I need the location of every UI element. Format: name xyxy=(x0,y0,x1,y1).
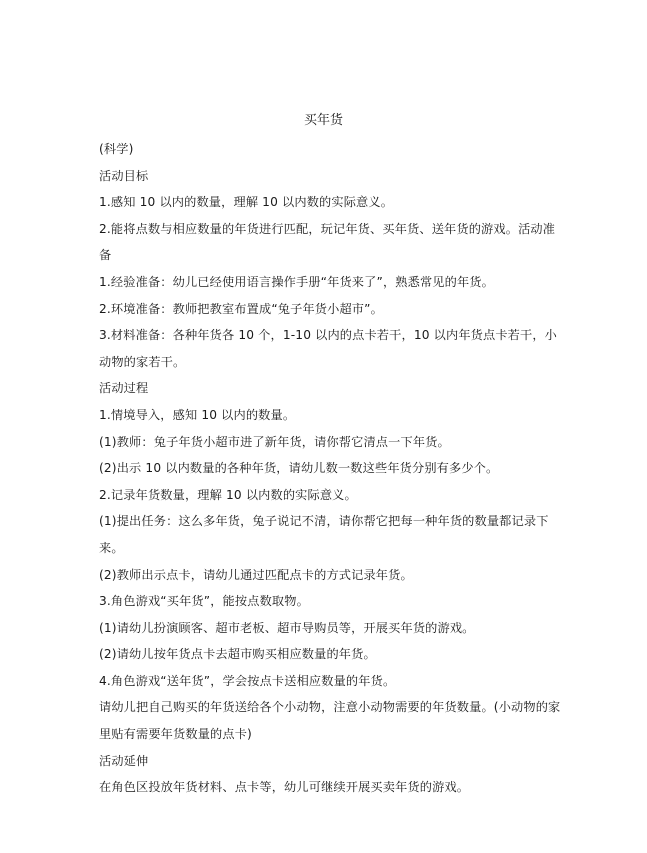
paragraph-step-1: 1.情境导入，感知 10 以内的数量。 xyxy=(99,407,296,422)
paragraph-goal-2: 2.能将点数与相应数量的年货进行匹配，玩记年货、买年货、送年货的游戏。活动准备 xyxy=(99,221,556,263)
paragraph-step-2: 2.记录年货数量，理解 10 以内数的实际意义。 xyxy=(99,487,357,502)
heading-activity-extension: 活动延伸 xyxy=(99,753,149,768)
document-body xyxy=(99,136,561,801)
paragraph-goal-1: 1.感知 10 以内的数量，理解 10 以内数的实际意义。 xyxy=(99,195,394,210)
document-title: 买年货 xyxy=(303,113,343,128)
paragraph-step-1-1: (1)教师：兔子年货小超市进了新年货，请你帮它清点一下年货。 xyxy=(99,434,450,449)
paragraph-step-2-2: (2)教师出示点卡，请幼儿通过匹配点卡的方式记录年货。 xyxy=(99,567,413,582)
paragraph-prep-materials: 3.材料准备：各种年货各 10 个，1-10 以内的点卡若干，10 以内年货点卡若干，小动物的家若干。 xyxy=(99,328,558,369)
paragraph-step-3: 3.角色游戏“买年货”，能按点数取物。 xyxy=(99,594,309,609)
paragraph-subject: (科学) xyxy=(99,142,134,156)
paragraph-step-3-2: (2)请幼儿按年货点卡去超市购买相应数量的年货。 xyxy=(99,647,376,662)
paragraph-extension: 在角色区投放年货材料、点卡等，幼儿可继续开展买卖年货的游戏。 xyxy=(99,780,470,795)
paragraph-step-2-1: (1)提出任务：这么多年货，兔子说记不清，请你帮它把每一种年货的数量都记录下来。 xyxy=(99,514,549,555)
paragraph-step-4-detail: 请幼儿把自己购买的年货送给各个小动物，注意小动物需要的年货数量。(小动物的家里贴有需要年货数量的点卡) xyxy=(99,700,561,742)
heading-activity-goals: 活动目标 xyxy=(99,168,149,183)
paragraph-prep-experience: 1.经验准备：幼儿已经使用语言操作手册“年货来了”，熟悉常见的年货。 xyxy=(99,274,494,289)
paragraph-step-3-1: (1)请幼儿扮演顾客、超市老板、超市导购员等，开展买年货的游戏。 xyxy=(99,620,475,635)
paragraph-step-4: 4.角色游戏“送年货”，学会按点卡送相应数量的年货。 xyxy=(99,673,396,688)
paragraph-prep-environment: 2.环境准备：教师把教室布置成“兔子年货小超市”。 xyxy=(99,301,383,316)
heading-activity-process: 活动过程 xyxy=(99,381,149,396)
paragraph-step-1-2: (2)出示 10 以内数量的各种年货，请幼儿数一数这些年货分别有多少个。 xyxy=(99,461,499,476)
